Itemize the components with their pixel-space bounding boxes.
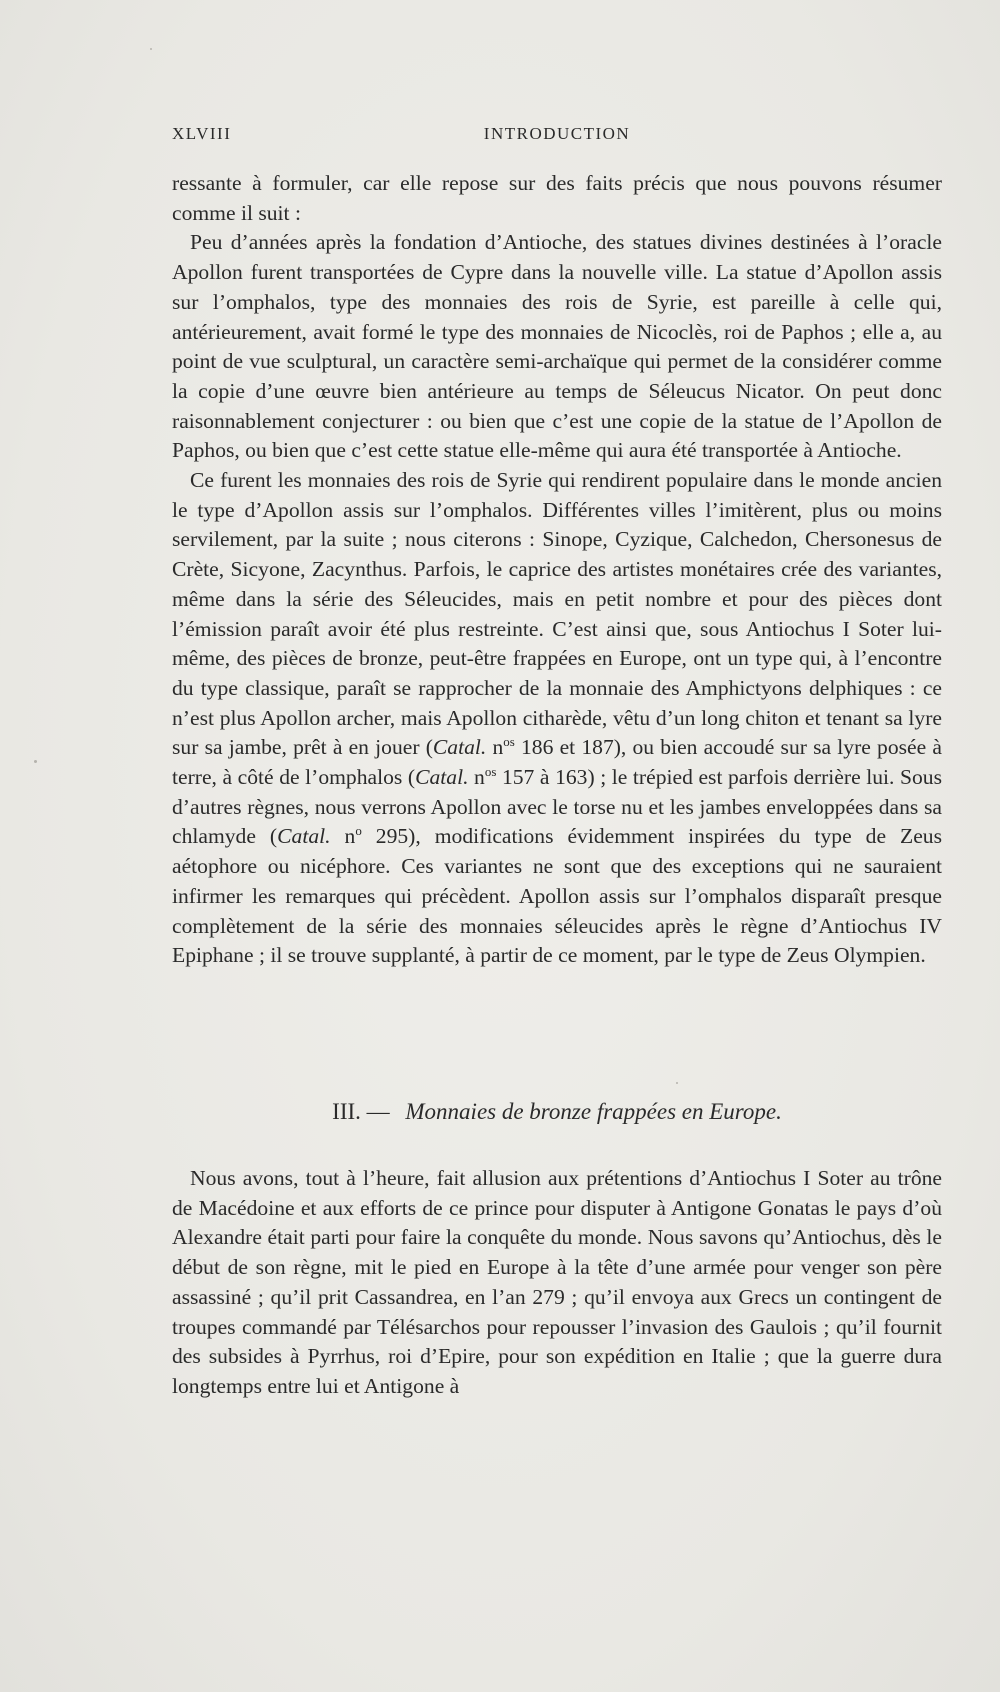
catalogue-ref: Catal. bbox=[277, 824, 331, 849]
section-number: III. — bbox=[332, 1099, 390, 1124]
catalogue-ref: Catal. bbox=[432, 735, 487, 760]
running-head bbox=[172, 124, 942, 148]
running-title: INTRODUCTION bbox=[483, 124, 631, 143]
superscript: os bbox=[484, 763, 497, 779]
paragraph bbox=[172, 466, 942, 971]
text-run: Ce furent les monnaies des rois de Syrie qui rendirent populaire dans le monde ancien le type d’Apollon assis sur l’omphalos. Différentes villes l’imitèrent, plus ou moins servilement, par la suite ; nous citerons : Sinope, Cyzique, Calchedon, Chersonesus de Crète, Sicyone, Zacynthus. Parfois, le caprice des artistes monétaires crée des variantes, même dans la série des Séleucides, mais en petit nombre et pour des pièces dont l’émission paraît avoir été plus restreinte. C’est ainsi que, sous Antiochus I Soter lui-même, des pièces de bronze, peut-être frappées en Europe, ont un type qui, à l’encontre du type classique, paraît se rapprocher de la monnaie des Amphictyons delphiques : ce n’est plus Apollon archer, mais Apollon citharède, vêtu d’un long chiton et tenant sa lyre sur sa jambe, prêt à en jouer ( bbox=[172, 468, 942, 760]
paragraph bbox=[172, 1164, 942, 1402]
text-run: Nous avons, tout à l’heure, fait allusion aux prétentions d’Antiochus I Soter au trône de Macédoine et aux efforts de ce prince pour disputer à Antigone Gonatas le pays d’où Alexandre était parti pour faire la conquête du monde. Nous savons qu’Antiochus, dès le début de son règne, mit le pied en Europe à la tête d’une armée pour venger son père assassiné ; qu’il prit Cassandrea, en l’an 279 ; qu’il envoya aux Grecs un contingent de troupes commandé par Télésarchos pour repousser l’invasion des Gaulois ; qu’il fournit des subsides à Pyrrhus, roi d’Epire, pour son expédition en Italie ; que la guerre dura longtemps entre lui et Antigone à bbox=[172, 1166, 942, 1398]
text-run: 186 et 187), ou bien accoudé sur sa lyre posée à terre, à côté de l’omphalos ( bbox=[172, 735, 942, 790]
text-run: n bbox=[330, 824, 356, 849]
section-body-text bbox=[172, 1164, 942, 1402]
text-run: 157 à 163) ; le trépied est parfois derrière lui. Sous d’autres règnes, nous verrons Apollon avec le torse nu et les jambes enveloppées dans sa chlamyde ( bbox=[172, 765, 942, 849]
text-run: Peu d’années après la fondation d’Antioche, des statues divines destinées à l’oracle Apollon furent transportées de Cypre dans la nouvelle ville. La statue d’Apollon assis sur l’omphalos, type des monnaies des rois de Syrie, est pareille à celle qui, antérieurement, avait formé le type des monnaies de Nicoclès, roi de Paphos ; elle a, au point de vue sculptural, un caractère semi-archaïque qui permet de la considérer comme la copie d’une œuvre bien antérieure au temps de Séleucus Nicator. On peut donc raisonnablement conjecturer : ou bien que c’est une copie de la statue de l’Apollon de Paphos, ou bien que c’est cette statue elle-même qui aura été transportée à Antioche. bbox=[172, 230, 942, 463]
page-number: XLVIII bbox=[172, 124, 232, 143]
text-run: 295), modifications évidemment inspirées du type de Zeus aétophore ou nicéphore. Ces variantes ne sont que des exceptions qui ne sauraient infirmer les remarques qui précèdent. Apollon assis sur l’omphalos disparaît presque complètement de la série des monnaies séleucides après le règne d’Antiochus IV Epiphane ; il se trouve supplanté, à partir de ce moment, par le type de Zeus Olympien. bbox=[172, 824, 942, 968]
body-text bbox=[172, 169, 942, 971]
section-title: Monnaies de bronze frappées en Europe. bbox=[405, 1099, 782, 1124]
section-heading bbox=[172, 1097, 942, 1127]
text-run: n bbox=[468, 765, 485, 790]
paragraph bbox=[172, 228, 942, 466]
superscript: os bbox=[503, 734, 515, 750]
text-run: ressante à formuler, car elle repose sur des faits précis que nous pouvons résumer comme il suit : bbox=[172, 171, 942, 225]
superscript: o bbox=[355, 823, 362, 839]
text-run: n bbox=[486, 735, 504, 760]
paper-speck bbox=[676, 1082, 678, 1084]
paragraph bbox=[172, 169, 942, 228]
paper-speck bbox=[150, 48, 152, 50]
paper-speck bbox=[34, 760, 37, 763]
catalogue-ref: Catal. bbox=[415, 765, 469, 790]
